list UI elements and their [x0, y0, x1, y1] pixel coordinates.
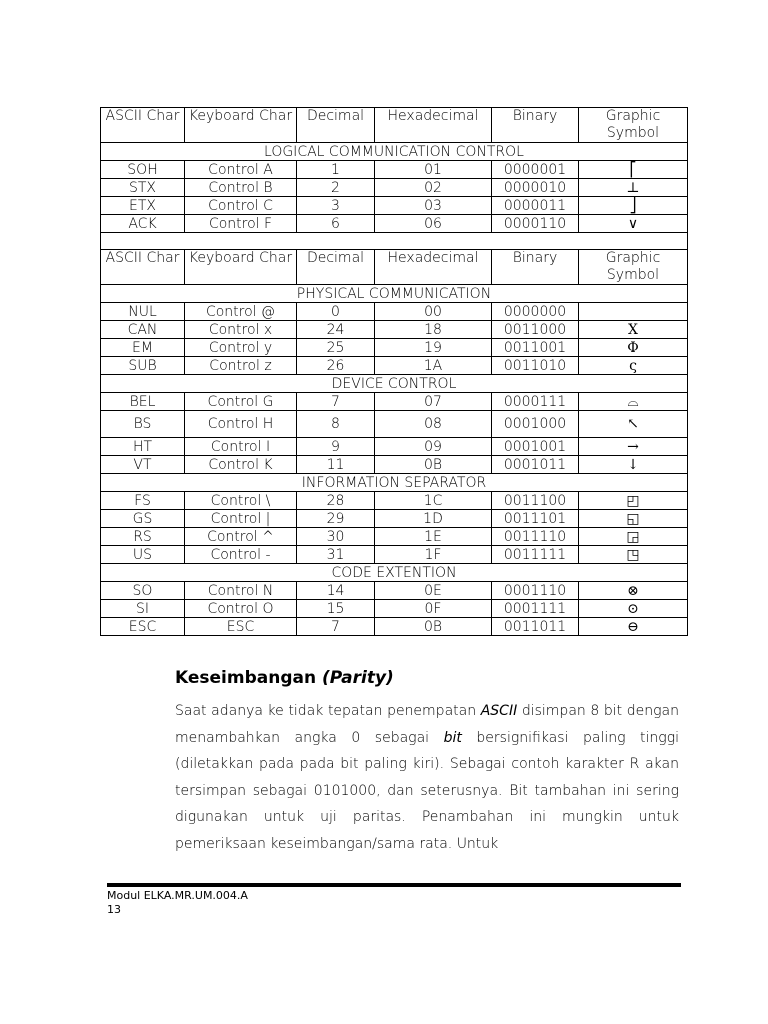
- keyboard-cell: Control -: [185, 546, 297, 564]
- hex-cell: 09: [375, 438, 492, 456]
- section-row: [101, 375, 688, 393]
- ascii-cell: EM: [101, 339, 185, 357]
- decimal-cell: 11: [297, 456, 375, 474]
- section-row: [101, 564, 688, 582]
- decimal-cell: 3: [297, 197, 375, 215]
- decimal-cell: 9: [297, 438, 375, 456]
- hex-cell: 0B: [375, 618, 492, 636]
- binary-cell: 0001001: [492, 438, 579, 456]
- symbol-cell: →: [579, 438, 688, 456]
- binary-cell: 0011010: [492, 357, 579, 375]
- keyboard-cell: Control x: [185, 321, 297, 339]
- header-cell: Decimal: [297, 250, 375, 285]
- hex-cell: 07: [375, 393, 492, 411]
- hex-cell: 00: [375, 303, 492, 321]
- paragraph-text: disimpan 8 bit dengan menambahkan angka 0 sebagai: [175, 703, 680, 746]
- ascii-cell: SOH: [101, 161, 185, 179]
- heading-italic: (Parity): [322, 668, 394, 688]
- table-row: [101, 357, 688, 375]
- decimal-cell: 26: [297, 357, 375, 375]
- decimal-cell: 2: [297, 179, 375, 197]
- table-row: [101, 510, 688, 528]
- table-row: [101, 321, 688, 339]
- decimal-cell: 28: [297, 492, 375, 510]
- section-row: [101, 474, 688, 492]
- hex-cell: 19: [375, 339, 492, 357]
- hex-cell: 18: [375, 321, 492, 339]
- decimal-cell: 31: [297, 546, 375, 564]
- ascii-cell: SI: [101, 600, 185, 618]
- table-row: [101, 339, 688, 357]
- keyboard-cell: Control I: [185, 438, 297, 456]
- ascii-cell: VT: [101, 456, 185, 474]
- heading-main: Keseimbangan: [175, 668, 322, 688]
- symbol-cell: ⎦: [579, 197, 688, 215]
- hex-cell: 08: [375, 411, 492, 438]
- keyboard-cell: ESC: [185, 618, 297, 636]
- symbol-cell: ↖: [579, 411, 688, 438]
- ascii-cell: CAN: [101, 321, 185, 339]
- binary-cell: 0000010: [492, 179, 579, 197]
- keyboard-cell: Control A: [185, 161, 297, 179]
- symbol-cell: ⎡: [579, 161, 688, 179]
- keyboard-cell: Control G: [185, 393, 297, 411]
- paragraph-text: bersignifikasi paling tinggi (diletakkan pada pada bit paling kiri). Sebagai contoh karakter R akan tersimpan sebagai 0101000, dan seterusnya. Bit tambahan ini sering digunakan untuk uji paritas. Penambahan ini mungkin untuk pemeriksaan keseimbangan/sama rata. Untuk: [175, 729, 679, 852]
- ascii-cell: HT: [101, 438, 185, 456]
- keyboard-cell: Control @: [185, 303, 297, 321]
- ascii-cell: ACK: [101, 215, 185, 233]
- hex-cell: 1E: [375, 528, 492, 546]
- header-cell: Graphic Symbol: [579, 250, 688, 285]
- binary-cell: 0011100: [492, 492, 579, 510]
- hex-cell: 06: [375, 215, 492, 233]
- section-heading: [175, 668, 394, 688]
- symbol-cell: ⊥: [579, 179, 688, 197]
- ascii-cell: BS: [101, 411, 185, 438]
- table-row: [101, 618, 688, 636]
- section-row: [101, 143, 688, 161]
- decimal-cell: 14: [297, 582, 375, 600]
- header-cell: Graphic Symbol: [579, 108, 688, 143]
- footer: [107, 889, 248, 917]
- decimal-cell: 7: [297, 618, 375, 636]
- ascii-cell: US: [101, 546, 185, 564]
- symbol-cell: Φ: [579, 339, 688, 357]
- binary-cell: 0011011: [492, 618, 579, 636]
- keyboard-cell: Control C: [185, 197, 297, 215]
- table-row: [101, 411, 688, 438]
- decimal-cell: 1: [297, 161, 375, 179]
- binary-cell: 0011000: [492, 321, 579, 339]
- table-row: [101, 546, 688, 564]
- ascii-cell: RS: [101, 528, 185, 546]
- symbol-cell: ∨: [579, 215, 688, 233]
- footer-rule: [107, 883, 681, 887]
- ascii-table: [100, 107, 688, 636]
- binary-cell: 0011101: [492, 510, 579, 528]
- binary-cell: 0000011: [492, 197, 579, 215]
- paragraph-text: Saat adanya ke tidak tepatan penempatan: [175, 703, 481, 719]
- hex-cell: 1A: [375, 357, 492, 375]
- ascii-cell: FS: [101, 492, 185, 510]
- symbol-cell: ↓: [579, 456, 688, 474]
- paragraph-bit: bit: [443, 729, 462, 746]
- decimal-cell: 30: [297, 528, 375, 546]
- decimal-cell: 15: [297, 600, 375, 618]
- table-row: [101, 303, 688, 321]
- symbol-cell: ⊙: [579, 600, 688, 618]
- ascii-cell: ETX: [101, 197, 185, 215]
- ascii-cell: STX: [101, 179, 185, 197]
- table-header-row: [101, 250, 688, 285]
- header-cell: Decimal: [297, 108, 375, 143]
- section-title: LOGICAL COMMUNICATION CONTROL: [101, 143, 688, 161]
- decimal-cell: 0: [297, 303, 375, 321]
- binary-cell: 0000110: [492, 215, 579, 233]
- hex-cell: 0E: [375, 582, 492, 600]
- table-row: [101, 600, 688, 618]
- header-cell: Binary: [492, 108, 579, 143]
- table-row: [101, 492, 688, 510]
- paragraph-ascii: ASCII: [480, 703, 518, 719]
- keyboard-cell: Control \: [185, 492, 297, 510]
- table-row: [101, 215, 688, 233]
- binary-cell: 0000000: [492, 303, 579, 321]
- page-number: 13: [107, 903, 121, 916]
- decimal-cell: 7: [297, 393, 375, 411]
- header-cell: Keyboard Char: [185, 250, 297, 285]
- symbol-cell: ◰: [579, 492, 688, 510]
- section-title: PHYSICAL COMMUNICATION: [101, 285, 688, 303]
- header-cell: Hexadecimal: [375, 108, 492, 143]
- symbol-cell: ς: [579, 357, 688, 375]
- section-title: INFORMATION SEPARATOR: [101, 474, 688, 492]
- decimal-cell: 6: [297, 215, 375, 233]
- hex-cell: 0F: [375, 600, 492, 618]
- table-row: [101, 438, 688, 456]
- symbol-cell: ◱: [579, 510, 688, 528]
- table-row: [101, 393, 688, 411]
- header-cell: Binary: [492, 250, 579, 285]
- hex-cell: 01: [375, 161, 492, 179]
- symbol-cell: ⌓: [579, 393, 688, 411]
- symbol-cell: ⊗: [579, 582, 688, 600]
- header-cell: ASCII Char: [101, 250, 185, 285]
- section-title: DEVICE CONTROL: [101, 375, 688, 393]
- blank-cell: [101, 233, 688, 250]
- binary-cell: 0011001: [492, 339, 579, 357]
- table-header-row: [101, 108, 688, 143]
- header-cell: ASCII Char: [101, 108, 185, 143]
- decimal-cell: 25: [297, 339, 375, 357]
- table-row: [101, 161, 688, 179]
- keyboard-cell: Control K: [185, 456, 297, 474]
- ascii-cell: BEL: [101, 393, 185, 411]
- hex-cell: 1F: [375, 546, 492, 564]
- symbol-cell: [579, 303, 688, 321]
- ascii-cell: NUL: [101, 303, 185, 321]
- symbol-cell: X: [579, 321, 688, 339]
- binary-cell: 0001111: [492, 600, 579, 618]
- binary-cell: 0000001: [492, 161, 579, 179]
- ascii-cell: SUB: [101, 357, 185, 375]
- table-row: [101, 582, 688, 600]
- binary-cell: 0001000: [492, 411, 579, 438]
- symbol-cell: ◲: [579, 528, 688, 546]
- binary-cell: 0011110: [492, 528, 579, 546]
- ascii-cell: ESC: [101, 618, 185, 636]
- binary-cell: 0011111: [492, 546, 579, 564]
- symbol-cell: ⊖: [579, 618, 688, 636]
- decimal-cell: 24: [297, 321, 375, 339]
- ascii-cell: SO: [101, 582, 185, 600]
- footer-module: Modul ELKA.MR.UM.004.A: [107, 889, 248, 902]
- decimal-cell: 8: [297, 411, 375, 438]
- table-row: [101, 528, 688, 546]
- section-title: CODE EXTENTION: [101, 564, 688, 582]
- keyboard-cell: Control z: [185, 357, 297, 375]
- hex-cell: 03: [375, 197, 492, 215]
- keyboard-cell: Control H: [185, 411, 297, 438]
- keyboard-cell: Control y: [185, 339, 297, 357]
- binary-cell: 0001011: [492, 456, 579, 474]
- blank-row: [101, 233, 688, 250]
- keyboard-cell: Control F: [185, 215, 297, 233]
- keyboard-cell: Control ^: [185, 528, 297, 546]
- symbol-cell: ◳: [579, 546, 688, 564]
- keyboard-cell: Control |: [185, 510, 297, 528]
- decimal-cell: 29: [297, 510, 375, 528]
- section-row: [101, 285, 688, 303]
- hex-cell: 1C: [375, 492, 492, 510]
- header-cell: Hexadecimal: [375, 250, 492, 285]
- table-row: [101, 179, 688, 197]
- binary-cell: 0000111: [492, 393, 579, 411]
- keyboard-cell: Control B: [185, 179, 297, 197]
- table-row: [101, 456, 688, 474]
- keyboard-cell: Control O: [185, 600, 297, 618]
- hex-cell: 02: [375, 179, 492, 197]
- header-cell: Keyboard Char: [185, 108, 297, 143]
- ascii-cell: GS: [101, 510, 185, 528]
- keyboard-cell: Control N: [185, 582, 297, 600]
- hex-cell: 0B: [375, 456, 492, 474]
- table-row: [101, 197, 688, 215]
- body-paragraph: [175, 698, 679, 857]
- binary-cell: 0001110: [492, 582, 579, 600]
- hex-cell: 1D: [375, 510, 492, 528]
